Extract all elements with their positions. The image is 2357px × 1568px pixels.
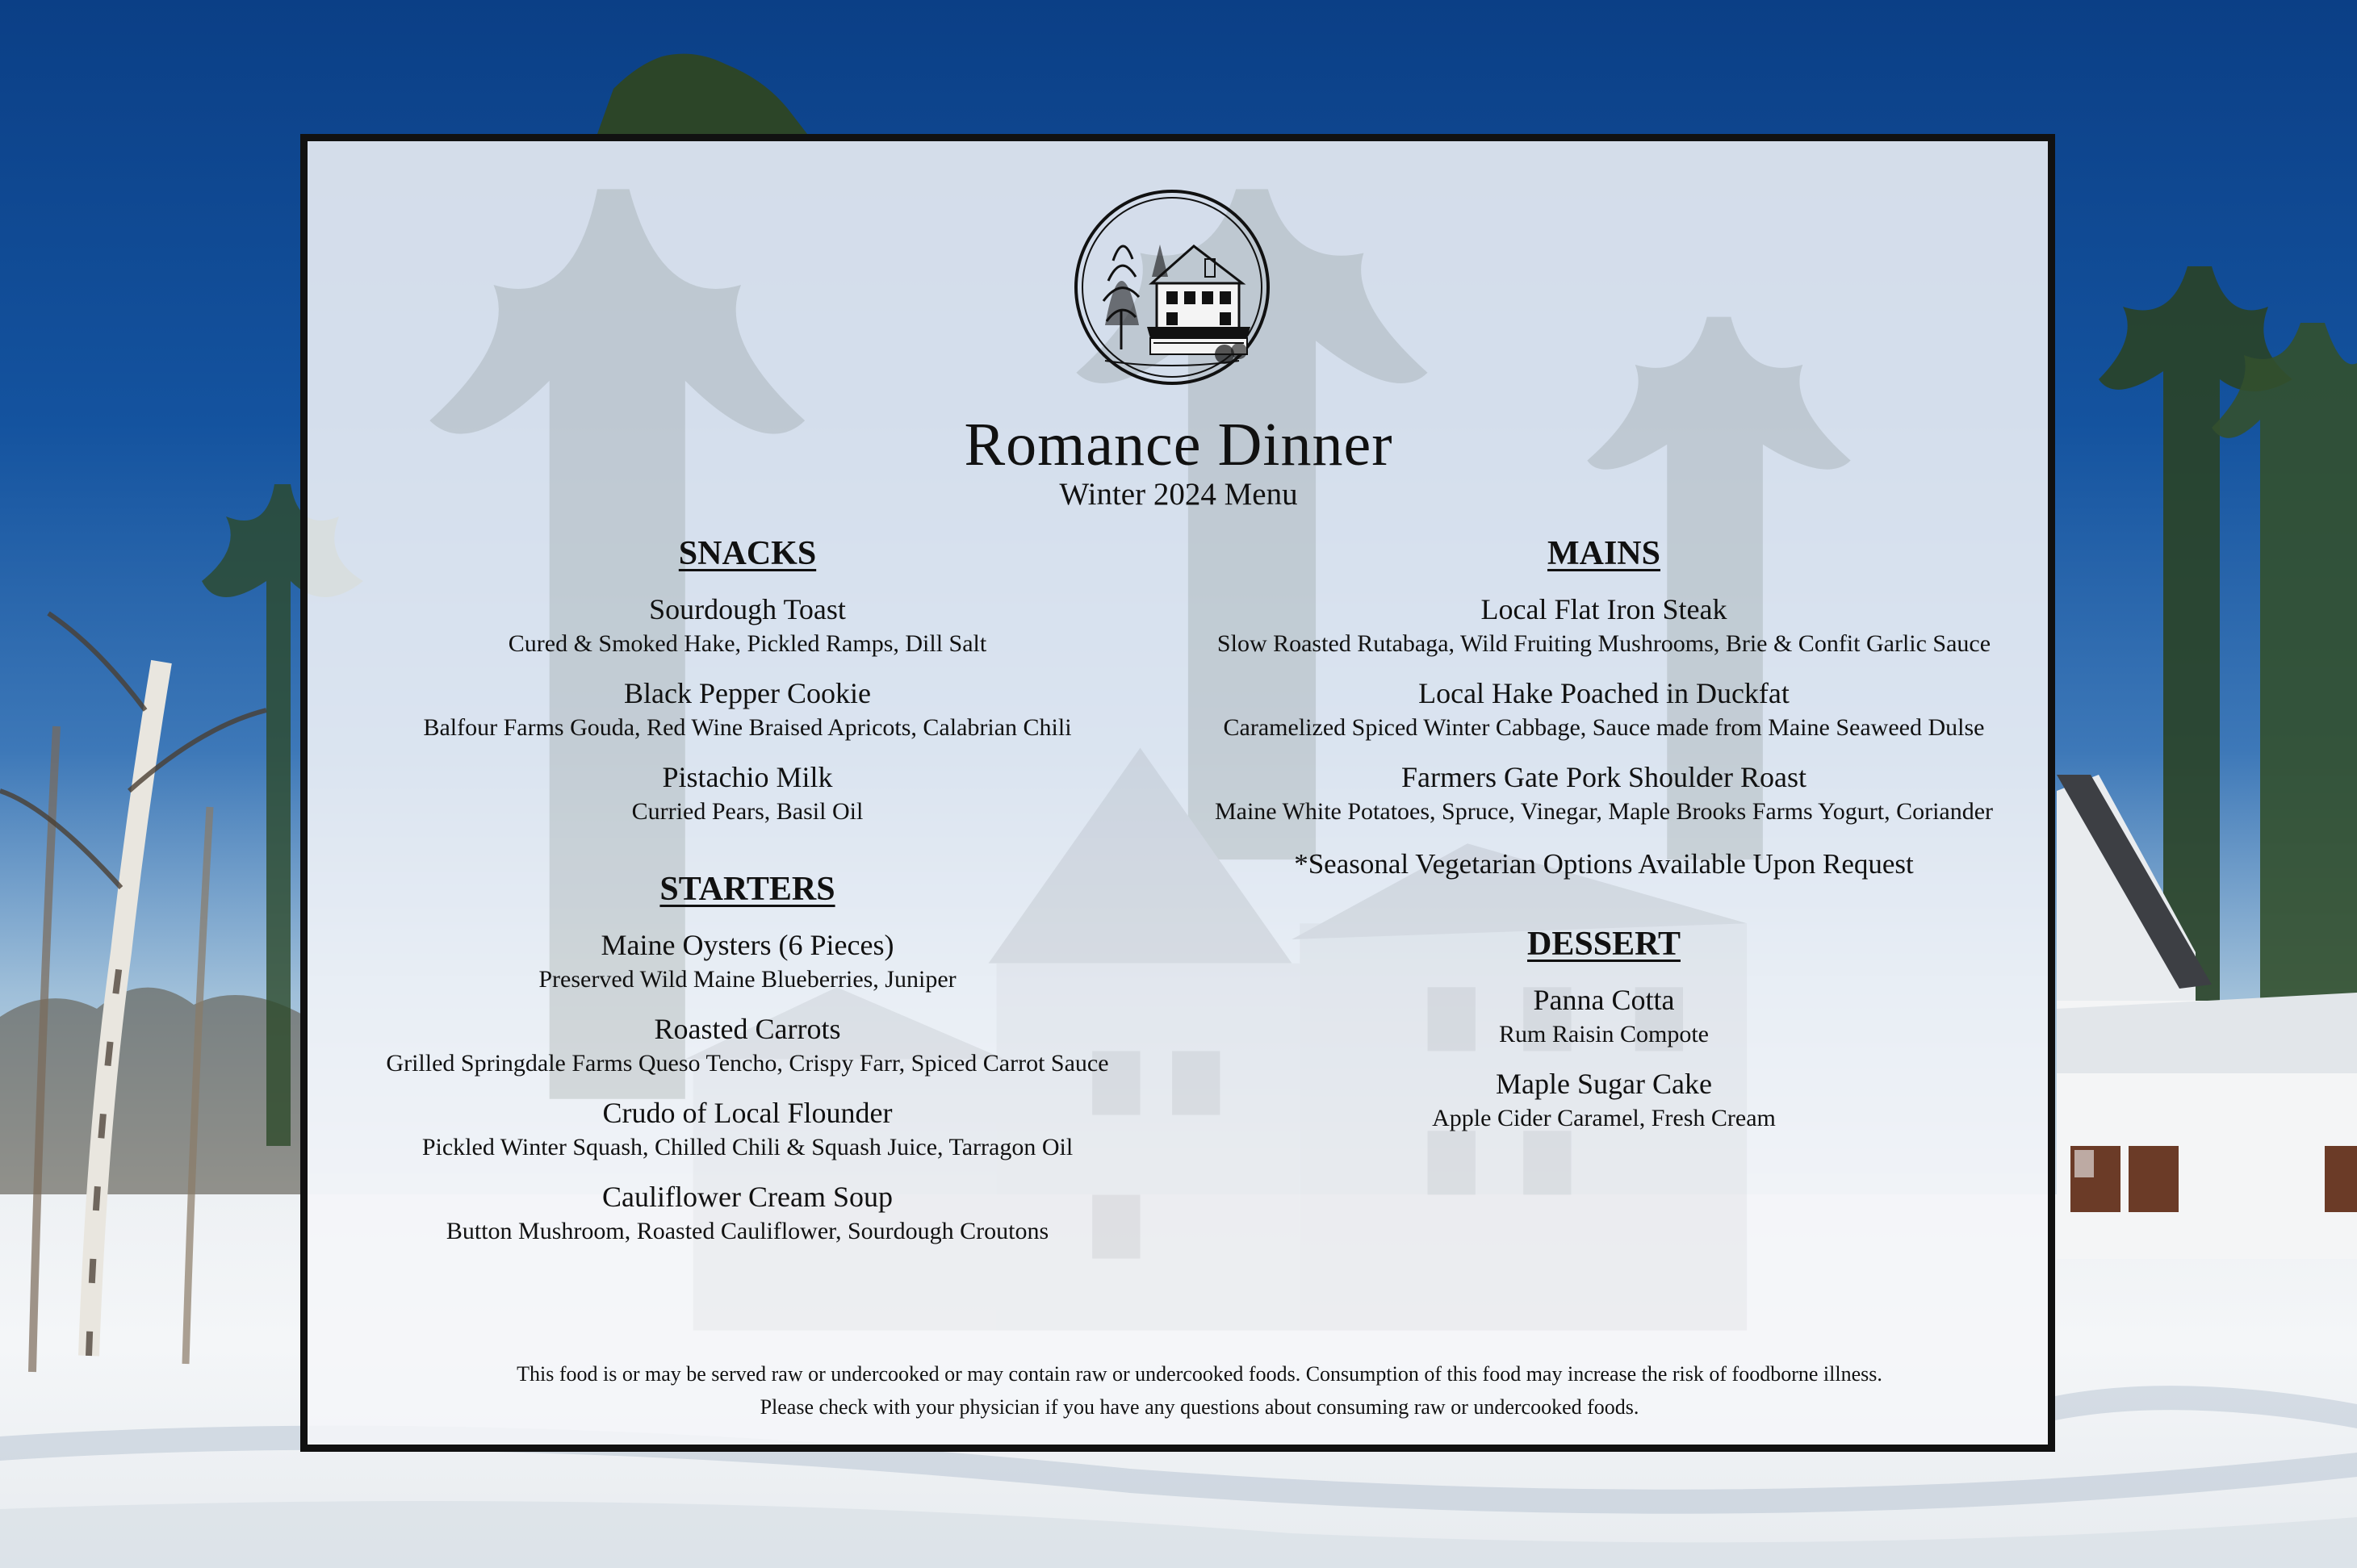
dish-description: Cured & Smoked Hake, Pickled Ramps, Dill Salt <box>508 630 987 657</box>
section-heading-starters: STARTERS <box>659 871 835 908</box>
dish-name: Local Flat Iron Steak <box>1480 593 1727 625</box>
disclaimer-line-2: Please check with your physician if you have any questions about consuming raw or undercooked foods. <box>760 1395 1639 1419</box>
dish-description: Pickled Winter Squash, Chilled Chili & Squash Juice, Tarragon Oil <box>421 1134 1074 1160</box>
dish-description: Caramelized Spiced Winter Cabbage, Sauce made from Maine Seaweed Dulse <box>1223 714 1985 741</box>
food-safety-disclaimer <box>342 1357 2057 1424</box>
vegetarian-note: *Seasonal Vegetarian Options Available Upon Request <box>1294 848 1914 880</box>
dish-description: Preserved Wild Maine Blueberries, Juniper <box>538 966 957 993</box>
dish-item <box>1180 981 2028 1051</box>
section-heading-snacks: SNACKS <box>678 535 817 572</box>
dish-item <box>342 1094 1153 1164</box>
dish-name: Crudo of Local Flounder <box>602 1097 893 1129</box>
dish-item <box>342 675 1153 744</box>
dish-name: Sourdough Toast <box>649 593 846 625</box>
dish-name: Maine Oysters (6 Pieces) <box>601 929 894 961</box>
dish-item <box>1180 759 2028 828</box>
right-column <box>1180 531 2028 1135</box>
section-heading-dessert: DESSERT <box>1527 926 1681 963</box>
dish-description: Rum Raisin Compote <box>1498 1021 1709 1047</box>
dish-item <box>342 926 1153 996</box>
dish-item <box>1180 591 2028 660</box>
dish-name: Farmers Gate Pork Shoulder Roast <box>1401 761 1806 793</box>
dish-name: Local Hake Poached in Duckfat <box>1418 677 1790 709</box>
dish-item <box>342 1178 1153 1248</box>
dish-item <box>1180 1065 2028 1135</box>
dish-description: Curried Pears, Basil Oil <box>631 798 864 825</box>
dish-name: Cauliflower Cream Soup <box>602 1181 893 1213</box>
dish-description: Grilled Springdale Farms Queso Tencho, Crispy Farr, Spiced Carrot Sauce <box>386 1050 1109 1077</box>
dish-item <box>342 759 1153 828</box>
disclaimer-line-1: This food is or may be served raw or undercooked or may contain raw or undercooked foods. Consumption of this food may increase the risk of foodborne illness. <box>517 1362 1882 1386</box>
section-heading-mains: MAINS <box>1547 535 1660 572</box>
inn-logo <box>1073 188 1271 387</box>
dish-item <box>342 591 1153 660</box>
dish-name: Roasted Carrots <box>654 1013 841 1045</box>
dish-description: Apple Cider Caramel, Fresh Cream <box>1432 1105 1776 1131</box>
dish-description: Button Mushroom, Roasted Cauliflower, Sourdough Croutons <box>446 1218 1049 1244</box>
dish-item <box>1180 675 2028 744</box>
menu-title: Romance Dinner <box>964 411 1393 479</box>
dish-name: Maple Sugar Cake <box>1496 1068 1712 1100</box>
dish-description: Balfour Farms Gouda, Red Wine Braised Apricots, Calabrian Chili <box>423 714 1072 741</box>
dish-description: Slow Roasted Rutabaga, Wild Fruiting Mushrooms, Brie & Confit Garlic Sauce <box>1216 630 1991 657</box>
left-column <box>342 531 1153 1248</box>
inn-house-emblem-icon <box>1073 188 1271 387</box>
dish-description: Maine White Potatoes, Spruce, Vinegar, Maple Brooks Farms Yogurt, Coriander <box>1214 798 1994 825</box>
dish-item <box>342 1010 1153 1080</box>
menu-subtitle: Winter 2024 Menu <box>1059 477 1298 512</box>
dish-name: Black Pepper Cookie <box>624 677 871 709</box>
dish-name: Panna Cotta <box>1533 984 1675 1016</box>
dish-name: Pistachio Milk <box>662 761 833 793</box>
